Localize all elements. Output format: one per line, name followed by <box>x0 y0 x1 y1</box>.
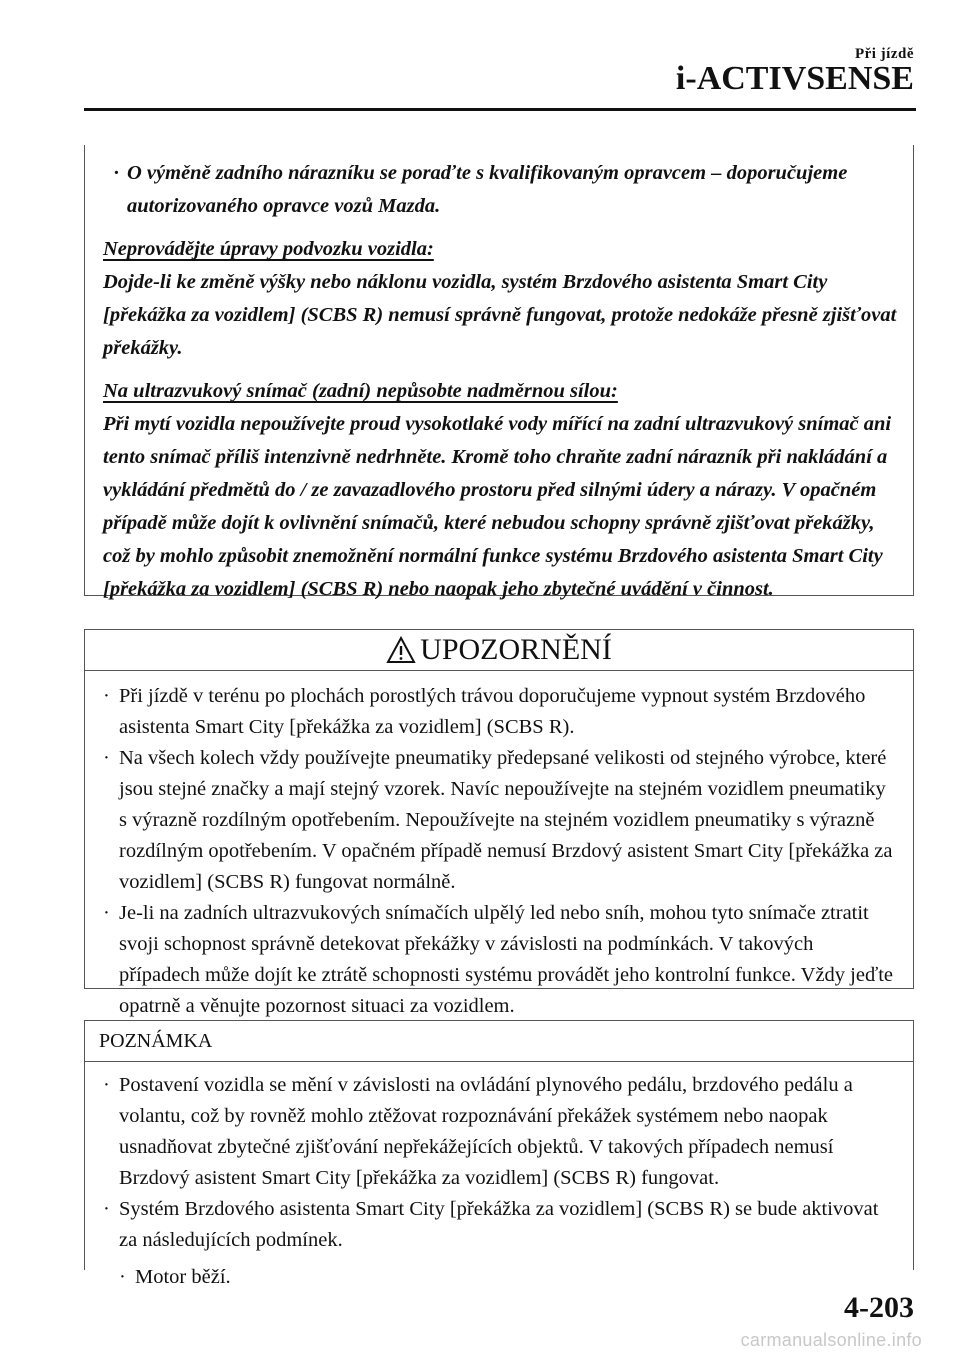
bullet-dot: · <box>103 747 110 769</box>
warning-box <box>84 629 914 1017</box>
note-body <box>85 1062 913 1293</box>
bullet-dot: · <box>103 685 110 707</box>
note-sub-item <box>103 1262 895 1293</box>
warning-item <box>103 681 895 743</box>
caution-paragraph-2-title: Na ultrazvukový snímač (zadní) nepůsobte nadměrnou sílou: <box>103 380 618 402</box>
note-item <box>103 1194 895 1256</box>
caution-paragraph-2-text: Při mytí vozidla nepoužívejte proud vysokotlaké vody mířící na zadní ultrazvukový snímač ani tento snímač příliš intenzivně nedrhněte. Kromě toho chraňte zadní nárazník při nakládání a vykládání předmětů do / ze zavazadlového prostoru před silnými údery a nárazy. V opačném případě může dojít k ovlivnění snímačů, které nebudou schopny správně zjišťovat překážky, což by mohlo způsobit znemožnění normální funkce systému Brzdového asistenta Smart City [překážka za vozidlem] (SCBS R) nebo naopak jeho zbytečné uvádění v činnost. <box>103 413 892 600</box>
caution-paragraph-2 <box>103 375 899 606</box>
note-sub-item-text: Motor běží. <box>135 1266 231 1288</box>
note-item <box>103 1070 895 1194</box>
caution-paragraph-1-title: Neprovádějte úpravy podvozku vozidla: <box>103 238 434 260</box>
warning-item-text: Je-li na zadních ultrazvukových snímačích ulpělý led nebo sníh, mohou tyto snímače ztratit svoji schopnost správně detekovat překážky v závislosti na podmínkách. V takových případech může dojít ke ztrátě schopnosti systému provádět jeho kontrolní funkce. Vždy jeďte opatrně a věnujte pozornost situaci za vozidlem. <box>119 902 894 1017</box>
warning-item <box>103 743 895 898</box>
watermark: carmanualsonline.info <box>740 1330 922 1350</box>
warning-triangle-icon <box>386 636 416 664</box>
bullet-dot: · <box>113 162 120 184</box>
caution-paragraph-1 <box>103 233 899 365</box>
warning-item <box>103 898 895 1022</box>
bullet-dot: · <box>103 1198 110 1220</box>
warning-header <box>85 630 913 671</box>
bullet-dot: · <box>103 1074 110 1096</box>
note-box <box>84 1020 914 1288</box>
warning-body <box>85 671 913 1022</box>
caution-box-continued <box>84 145 914 600</box>
header-rule <box>84 108 916 111</box>
warning-item-text: Při jízdě v terénu po plochách porostlých trávou doporučujeme vypnout systém Brzdového asistenta Smart City [překážka za vozidlem] (SCBS R). <box>119 685 866 738</box>
header-chapter-title: i-ACTIVSENSE <box>675 60 914 97</box>
bullet-dot: · <box>103 902 110 924</box>
caution-bullet-text: O výměně zadního nárazníku se poraďte s kvalifikovaným opravcem – doporučujeme autorizovaného opravce vozů Mazda. <box>127 162 848 217</box>
warning-item-text: Na všech kolech vždy používejte pneumatiky předepsané velikosti od stejného výrobce, které jsou stejné značky a mají stejný vzorek. Navíc nepoužívejte na stejném vozidlem pneumatiky s výrazně rozdílným opotřebením. Nepoužívejte na stejném vozidlem pneumatiky s výrazně rozdílným opotřebením. V opačném případě nemusí Brzdový asistent Smart City [překážka za vozidlem] (SCBS R) fungovat normálně. <box>119 747 893 893</box>
caution-paragraph-1-text: Dojde-li ke změně výšky nebo náklonu vozidla, systém Brzdového asistenta Smart City [překážka za vozidlem] (SCBS R) nemusí správně fungovat, protože nedokáže přesně zjišťovat překážky. <box>103 271 897 359</box>
note-item-text: Systém Brzdového asistenta Smart City [překážka za vozidlem] (SCBS R) se bude aktivovat za následujících podmínek. <box>119 1198 879 1251</box>
bullet-dot: · <box>119 1266 126 1288</box>
caution-bullet <box>103 157 899 223</box>
note-item-text: Postavení vozidla se mění v závislosti na ovládání plynového pedálu, brzdového pedálu a volantu, což by rovněž mohlo ztěžovat rozpoznávání překážek systémem nebo naopak usnadňovat zbytečné zjišťování nepřekážejících objektů. V takových případech nemusí Brzdový asistent Smart City [překážka za vozidlem] (SCBS R) fungovat. <box>119 1074 853 1189</box>
header-section: Při jízdě <box>854 46 914 62</box>
page-number: 4-203 <box>844 1291 914 1324</box>
note-header <box>85 1021 913 1062</box>
note-title: POZNÁMKA <box>99 1029 213 1052</box>
warning-title: UPOZORNĚNÍ <box>420 633 612 666</box>
